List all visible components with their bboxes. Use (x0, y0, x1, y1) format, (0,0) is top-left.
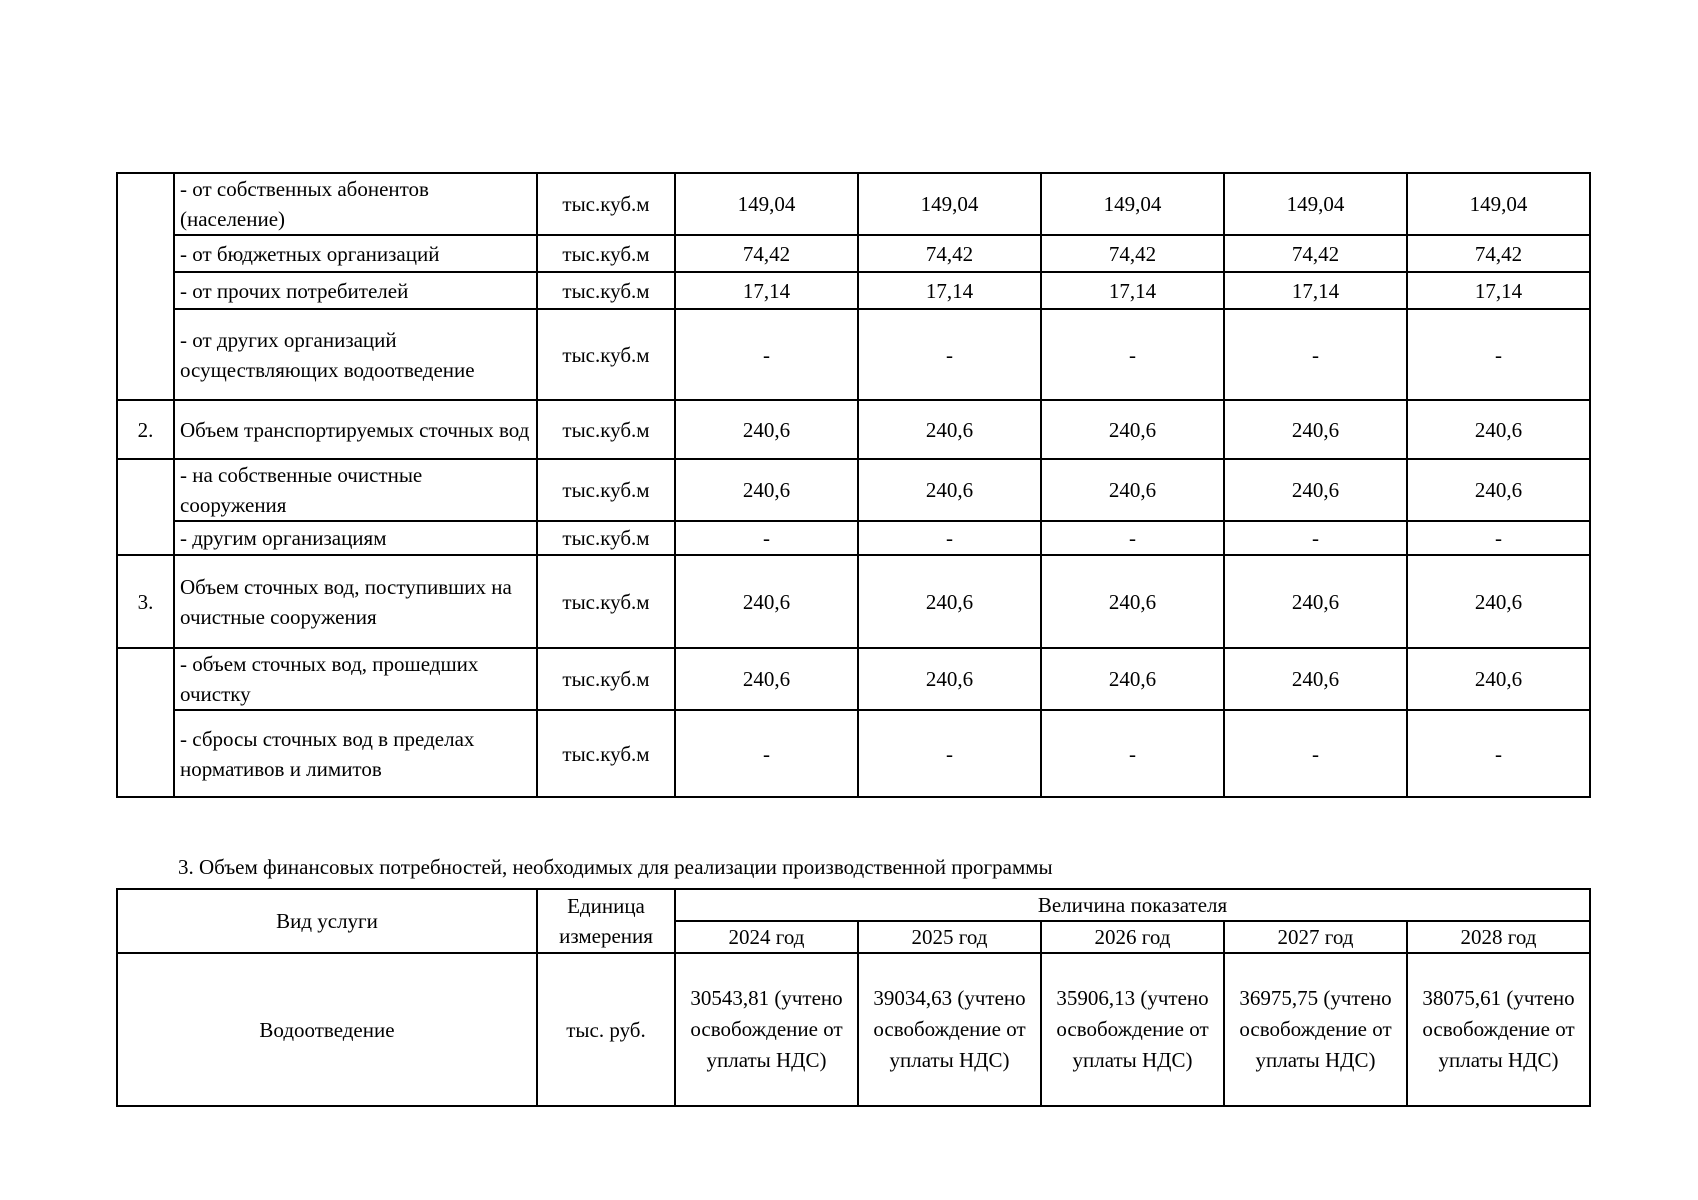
value-2024: - (675, 521, 858, 555)
value-2024: 240,6 (675, 648, 858, 710)
table-row (117, 459, 1590, 521)
table-row (117, 173, 1590, 235)
value-2028: 240,6 (1407, 555, 1590, 648)
value-2026: 240,6 (1041, 555, 1224, 648)
value-2025: 240,6 (858, 648, 1041, 710)
table-row (117, 272, 1590, 309)
value-2025: 240,6 (858, 555, 1041, 648)
section-title: 3. Объем финансовых потребностей, необходимых для реализации производственной программы (178, 855, 1053, 879)
value-2025: - (858, 710, 1041, 797)
table-row (117, 953, 1590, 1106)
row-unit: тыс.куб.м (537, 235, 675, 272)
row-number (117, 235, 174, 272)
value-2028: 74,42 (1407, 235, 1590, 272)
row-number (117, 173, 174, 235)
header-year-2025: 2025 год (858, 921, 1041, 953)
row-number (117, 272, 174, 309)
value-2026: - (1041, 309, 1224, 400)
row-unit: тыс.куб.м (537, 309, 675, 400)
row-unit: тыс.куб.м (537, 555, 675, 648)
value-2028: 149,04 (1407, 173, 1590, 235)
row-number: 3. (117, 555, 174, 648)
value-2028: 240,6 (1407, 648, 1590, 710)
row-number (117, 521, 174, 555)
header-service: Вид услуги (117, 889, 537, 953)
value-2027: 240,6 (1224, 400, 1407, 459)
value-2024: 74,42 (675, 235, 858, 272)
value-2027: 74,42 (1224, 235, 1407, 272)
service-unit: тыс. руб. (537, 953, 675, 1106)
table-row (117, 235, 1590, 272)
row-name: Объем транспортируемых сточных вод (174, 400, 537, 459)
row-name: - от бюджетных организаций (174, 235, 537, 272)
value-2025: 240,6 (858, 400, 1041, 459)
table-row (117, 521, 1590, 555)
value-2025: - (858, 521, 1041, 555)
value-2024: 240,6 (675, 400, 858, 459)
volume-table (116, 172, 1591, 798)
row-number: 2. (117, 400, 174, 459)
header-year-2026: 2026 год (1041, 921, 1224, 953)
value-2025: 149,04 (858, 173, 1041, 235)
header-year-2024: 2024 год (675, 921, 858, 953)
row-unit: тыс.куб.м (537, 459, 675, 521)
value-2026: 240,6 (1041, 459, 1224, 521)
financial-needs-table (116, 888, 1591, 1107)
row-name: - от собственных абонентов (население) (174, 173, 537, 235)
value-2026: 149,04 (1041, 173, 1224, 235)
row-name: - объем сточных вод, прошедших очистку (174, 648, 537, 710)
value-2025: 17,14 (858, 272, 1041, 309)
value-2026: 240,6 (1041, 400, 1224, 459)
row-name: - другим организациям (174, 521, 537, 555)
value-2028: 240,6 (1407, 400, 1590, 459)
header-row (117, 889, 1590, 921)
row-unit: тыс.куб.м (537, 272, 675, 309)
value-2027: - (1224, 710, 1407, 797)
value-2024: 17,14 (675, 272, 858, 309)
table-row (117, 648, 1590, 710)
value-2028: 17,14 (1407, 272, 1590, 309)
table-row (117, 400, 1590, 459)
row-number (117, 309, 174, 400)
value-2024: 30543,81 (учтено освобождение от уплаты НДС) (675, 953, 858, 1106)
value-2027: 240,6 (1224, 555, 1407, 648)
header-year-2028: 2028 год (1407, 921, 1590, 953)
value-2025: 240,6 (858, 459, 1041, 521)
value-2024: 240,6 (675, 555, 858, 648)
value-2028: - (1407, 710, 1590, 797)
value-2024: 240,6 (675, 459, 858, 521)
value-2027: 17,14 (1224, 272, 1407, 309)
header-year-2027: 2027 год (1224, 921, 1407, 953)
value-2026: 240,6 (1041, 648, 1224, 710)
row-number (117, 459, 174, 521)
value-2025: 39034,63 (учтено освобождение от уплаты НДС) (858, 953, 1041, 1106)
row-unit: тыс.куб.м (537, 710, 675, 797)
value-2028: - (1407, 521, 1590, 555)
value-2026: 74,42 (1041, 235, 1224, 272)
value-2024: 149,04 (675, 173, 858, 235)
value-2027: - (1224, 309, 1407, 400)
value-2025: - (858, 309, 1041, 400)
value-2026: - (1041, 710, 1224, 797)
row-name: - от других организаций осуществляющих водоотведение (174, 309, 537, 400)
header-value-group: Величина показателя (675, 889, 1590, 921)
value-2027: - (1224, 521, 1407, 555)
table-row (117, 309, 1590, 400)
value-2028: - (1407, 309, 1590, 400)
value-2027: 36975,75 (учтено освобождение от уплаты НДС) (1224, 953, 1407, 1106)
value-2028: 38075,61 (учтено освобождение от уплаты НДС) (1407, 953, 1590, 1106)
row-name: - сбросы сточных вод в пределах нормативов и лимитов (174, 710, 537, 797)
row-name: - на собственные очистные сооружения (174, 459, 537, 521)
value-2025: 74,42 (858, 235, 1041, 272)
table-row (117, 555, 1590, 648)
value-2028: 240,6 (1407, 459, 1590, 521)
value-2026: 35906,13 (учтено освобождение от уплаты НДС) (1041, 953, 1224, 1106)
value-2027: 240,6 (1224, 459, 1407, 521)
table-row (117, 710, 1590, 797)
row-name: Объем сточных вод, поступивших на очистные сооружения (174, 555, 537, 648)
row-unit: тыс.куб.м (537, 173, 675, 235)
value-2027: 240,6 (1224, 648, 1407, 710)
row-unit: тыс.куб.м (537, 648, 675, 710)
value-2026: - (1041, 521, 1224, 555)
value-2027: 149,04 (1224, 173, 1407, 235)
row-unit: тыс.куб.м (537, 400, 675, 459)
row-number (117, 648, 174, 710)
value-2024: - (675, 710, 858, 797)
service-name: Водоотведение (117, 953, 537, 1106)
header-unit: Единица измерения (537, 889, 675, 953)
row-name: - от прочих потребителей (174, 272, 537, 309)
value-2026: 17,14 (1041, 272, 1224, 309)
value-2024: - (675, 309, 858, 400)
row-number (117, 710, 174, 797)
row-unit: тыс.куб.м (537, 521, 675, 555)
